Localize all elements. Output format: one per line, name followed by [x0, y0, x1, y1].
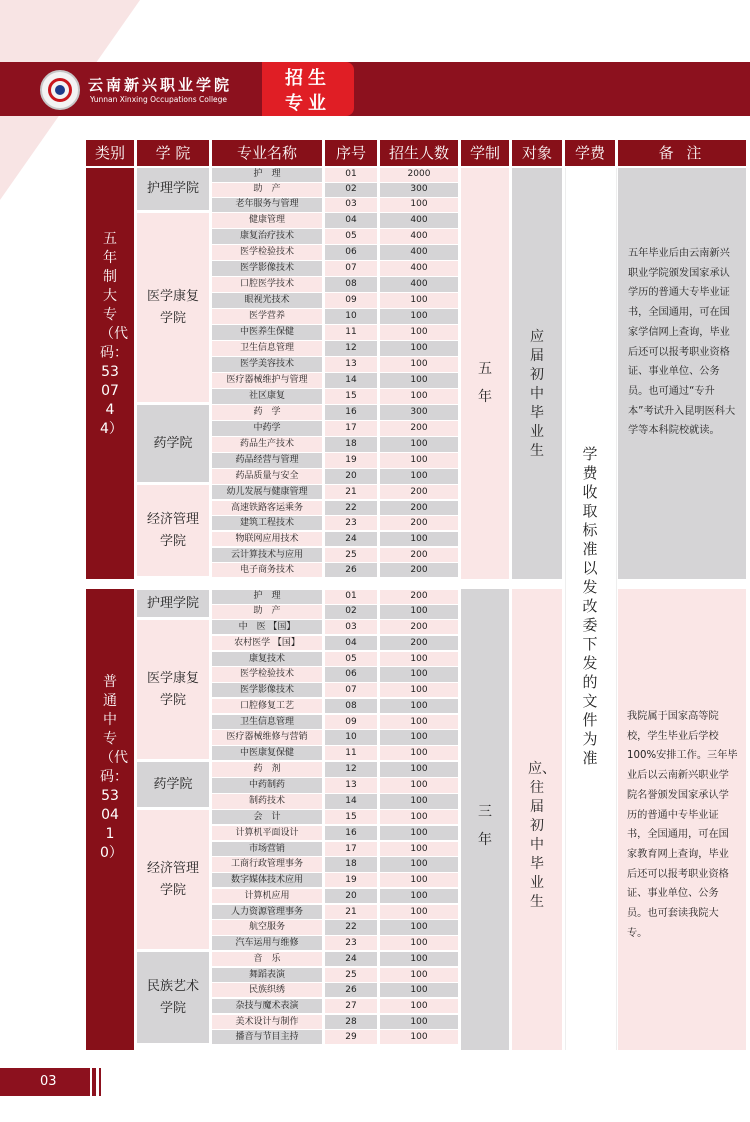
major-name: 口腔医学技术	[212, 277, 322, 292]
table-row	[0, 590, 460, 605]
major-seq: 21	[325, 905, 377, 919]
header-major: 专业名称	[212, 140, 322, 166]
table-row	[0, 699, 460, 714]
table-row	[0, 889, 460, 904]
major-seq: 17	[325, 421, 377, 436]
major-seq: 22	[325, 920, 377, 934]
table-row	[0, 826, 460, 841]
section2-remark: 我院属于国家高等院校，学生毕业后学校100%安排工作。三年毕业后以云南新兴职业学院名誉颁发国家承认学历的普通中专毕业证书，全国通用，可在国家教育网上查询，毕业后还可以报考职业资格证、事业单位、公务员。也可套读我院大专。	[627, 711, 738, 939]
major-seq: 23	[325, 516, 377, 530]
major-name: 眼视光技术	[212, 293, 322, 308]
major-seq: 01	[325, 590, 377, 604]
major-seq: 04	[325, 213, 377, 228]
major-enroll: 100	[380, 889, 458, 903]
major-name: 会 计	[212, 810, 322, 824]
major-enroll: 100	[380, 357, 458, 372]
major-enroll: 100	[380, 730, 458, 744]
college-name: 医学康复 学院	[146, 288, 199, 326]
major-name: 计算机平面设计	[212, 826, 322, 840]
major-enroll: 400	[380, 277, 458, 292]
major-name: 医学检验技术	[212, 245, 322, 260]
major-name: 健康管理	[212, 213, 322, 228]
major-seq: 08	[325, 277, 377, 292]
major-name: 制药技术	[212, 794, 322, 809]
major-seq: 07	[325, 683, 377, 697]
major-name: 医学检验技术	[212, 667, 322, 681]
table-row	[0, 999, 460, 1014]
major-name: 音 乐	[212, 952, 322, 966]
major-enroll: 200	[380, 485, 458, 499]
major-seq: 18	[325, 437, 377, 452]
major-name: 康复技术	[212, 652, 322, 666]
footer-bar-thin	[99, 1068, 101, 1096]
major-enroll: 100	[380, 936, 458, 950]
college-name: 护理学院	[146, 181, 199, 196]
table-row	[0, 620, 460, 635]
major-seq: 20	[325, 889, 377, 903]
major-seq: 15	[325, 389, 377, 404]
table-row	[0, 437, 460, 452]
major-seq: 22	[325, 501, 377, 515]
section1-category-label: 五年制大专（代码：530744）	[100, 231, 128, 437]
major-name: 农村医学 【国】	[212, 636, 322, 650]
major-name: 药品经营与管理	[212, 453, 322, 468]
major-seq: 04	[325, 636, 377, 650]
major-seq: 14	[325, 373, 377, 388]
major-name: 中医康复保健	[212, 746, 322, 760]
major-name: 医学美容技术	[212, 357, 322, 372]
major-name: 幼儿发展与健康管理	[212, 485, 322, 499]
major-seq: 14	[325, 794, 377, 809]
major-name: 口腔修复工艺	[212, 699, 322, 713]
table-row	[0, 469, 460, 484]
table-row	[0, 341, 460, 356]
table-row	[0, 746, 460, 761]
major-seq: 05	[325, 652, 377, 666]
table-row	[0, 548, 460, 563]
major-name: 舞蹈表演	[212, 968, 322, 982]
table-row	[0, 952, 460, 967]
major-name: 社区康复	[212, 389, 322, 404]
major-name: 高速铁路客运乘务	[212, 501, 322, 515]
major-name: 卫生信息管理	[212, 715, 322, 729]
major-enroll: 100	[380, 532, 458, 546]
section2-target: 应、往届初中毕业生	[528, 761, 556, 910]
major-seq: 03	[325, 198, 377, 212]
table-row	[0, 485, 460, 500]
major-seq: 12	[325, 762, 377, 777]
major-enroll: 100	[380, 309, 458, 324]
table-row	[0, 198, 460, 213]
college-name-cn: 云南新兴职业学院	[88, 76, 233, 94]
major-seq: 09	[325, 293, 377, 308]
major-name: 电子商务技术	[212, 563, 322, 577]
major-name: 工商行政管理事务	[212, 857, 322, 871]
table-row	[0, 873, 460, 888]
major-enroll: 200	[380, 548, 458, 562]
major-seq: 26	[325, 563, 377, 577]
header-remark: 备 注	[618, 140, 746, 166]
header-fee: 学费	[565, 140, 615, 166]
table-row	[0, 405, 460, 420]
section2-duration: 三年	[478, 804, 492, 848]
table-row	[0, 309, 460, 324]
table-row	[0, 968, 460, 983]
major-seq: 15	[325, 810, 377, 824]
major-seq: 16	[325, 826, 377, 840]
major-name: 美术设计与制作	[212, 1015, 322, 1029]
major-name: 中医养生保健	[212, 325, 322, 340]
section-tab-line2: 专业	[285, 93, 331, 114]
table-row	[0, 1015, 460, 1030]
table-row	[0, 983, 460, 998]
major-enroll: 200	[380, 620, 458, 634]
major-enroll: 200	[380, 563, 458, 577]
table-row	[0, 389, 460, 404]
major-seq: 16	[325, 405, 377, 420]
major-enroll: 300	[380, 183, 458, 197]
major-enroll: 100	[380, 667, 458, 681]
major-name: 航空服务	[212, 920, 322, 934]
major-name: 播音与节目主持	[212, 1030, 322, 1044]
major-enroll: 100	[380, 715, 458, 729]
header-enroll: 招生人数	[380, 140, 458, 166]
college-name: 医学康复 学院	[146, 670, 199, 708]
major-seq: 03	[325, 620, 377, 634]
major-seq: 19	[325, 873, 377, 887]
major-name: 市场营销	[212, 842, 322, 856]
major-seq: 27	[325, 999, 377, 1013]
major-seq: 24	[325, 532, 377, 546]
major-name: 医学影像技术	[212, 261, 322, 276]
major-enroll: 100	[380, 652, 458, 666]
header-seq: 序号	[325, 140, 377, 166]
major-seq: 06	[325, 245, 377, 260]
major-enroll: 100	[380, 389, 458, 404]
major-name: 医学营养	[212, 309, 322, 324]
major-seq: 02	[325, 183, 377, 197]
major-seq: 12	[325, 341, 377, 356]
table-row	[0, 730, 460, 745]
section2-category-label: 普通中专（代码：530410）	[100, 674, 128, 861]
page-number: 03	[0, 1068, 90, 1096]
major-enroll: 100	[380, 999, 458, 1013]
major-name: 医疗器械维修与营销	[212, 730, 322, 744]
table-row	[0, 715, 460, 730]
section-tab-line1: 招生	[285, 68, 331, 89]
major-seq: 02	[325, 605, 377, 619]
major-name: 杂技与魔术表演	[212, 999, 322, 1013]
college-name: 民族艺术 学院	[146, 978, 199, 1016]
table-row	[0, 936, 460, 951]
table-row	[0, 373, 460, 388]
major-seq: 08	[325, 699, 377, 713]
major-enroll: 200	[380, 636, 458, 650]
major-enroll: 100	[380, 437, 458, 452]
major-name: 康复治疗技术	[212, 229, 322, 244]
major-name: 中药学	[212, 421, 322, 436]
major-seq: 05	[325, 229, 377, 244]
major-seq: 19	[325, 453, 377, 468]
major-enroll: 100	[380, 826, 458, 840]
major-name: 药 学	[212, 405, 322, 420]
major-seq: 24	[325, 952, 377, 966]
major-enroll: 100	[380, 920, 458, 934]
table-row	[0, 453, 460, 468]
major-seq: 17	[325, 842, 377, 856]
major-enroll: 100	[380, 469, 458, 484]
table-row	[0, 605, 460, 620]
major-seq: 23	[325, 936, 377, 950]
major-seq: 11	[325, 746, 377, 760]
major-enroll: 100	[380, 198, 458, 212]
table-row	[0, 563, 460, 578]
major-seq: 21	[325, 485, 377, 499]
major-name: 卫生信息管理	[212, 341, 322, 356]
table-row	[0, 810, 460, 825]
college-name: 护理学院	[146, 595, 199, 611]
major-name: 老年服务与管理	[212, 198, 322, 212]
major-seq: 25	[325, 968, 377, 982]
major-name: 民族织绣	[212, 983, 322, 997]
major-enroll: 100	[380, 762, 458, 777]
major-enroll: 100	[380, 952, 458, 966]
major-enroll: 400	[380, 261, 458, 276]
major-enroll: 100	[380, 873, 458, 887]
table-row	[0, 667, 460, 682]
major-seq: 06	[325, 667, 377, 681]
major-enroll: 100	[380, 746, 458, 760]
major-enroll: 100	[380, 968, 458, 982]
major-enroll: 300	[380, 405, 458, 420]
major-name: 助 产	[212, 183, 322, 197]
major-name: 云计算技术与应用	[212, 548, 322, 562]
major-enroll: 100	[380, 857, 458, 871]
major-enroll: 400	[380, 229, 458, 244]
table-row	[0, 683, 460, 698]
table-row	[0, 168, 460, 183]
major-seq: 25	[325, 548, 377, 562]
major-enroll: 100	[380, 842, 458, 856]
major-name: 药品生产技术	[212, 437, 322, 452]
major-name: 助 产	[212, 605, 322, 619]
major-name: 数字媒体技术应用	[212, 873, 322, 887]
major-enroll: 100	[380, 683, 458, 697]
major-enroll: 100	[380, 778, 458, 793]
header-college: 学 院	[137, 140, 209, 166]
major-name: 物联网应用技术	[212, 532, 322, 546]
college-name: 经济管理 学院	[146, 511, 199, 549]
major-enroll: 200	[380, 421, 458, 436]
major-name: 药 剂	[212, 762, 322, 777]
college-name: 经济管理 学院	[146, 860, 199, 898]
table-row	[0, 652, 460, 667]
major-enroll: 100	[380, 983, 458, 997]
table-row	[0, 213, 460, 228]
section1-target: 应届初中毕业生	[530, 329, 544, 459]
college-logo	[40, 70, 80, 110]
major-enroll: 100	[380, 810, 458, 824]
table-row	[0, 905, 460, 920]
college-name-en: Yunnan Xinxing Occupations College	[90, 95, 228, 104]
major-name: 中药制药	[212, 778, 322, 793]
major-enroll: 100	[380, 1030, 458, 1044]
major-name: 建筑工程技术	[212, 516, 322, 530]
header-duration: 学制	[461, 140, 509, 166]
table-row	[0, 245, 460, 260]
table-row	[0, 277, 460, 292]
major-seq: 01	[325, 168, 377, 182]
major-name: 中 医 【国】	[212, 620, 322, 634]
college-name: 药学院	[153, 435, 193, 451]
major-name: 计算机应用	[212, 889, 322, 903]
major-seq: 20	[325, 469, 377, 484]
section1-duration: 五年	[478, 361, 492, 405]
major-enroll: 400	[380, 213, 458, 228]
major-enroll: 100	[380, 453, 458, 468]
major-name: 护 理	[212, 168, 322, 182]
major-name: 医学影像技术	[212, 683, 322, 697]
table-row	[0, 516, 460, 531]
tuition-note: 学费收取标准以发改委下发的文件为准	[582, 445, 598, 767]
table-row	[0, 229, 460, 244]
table-row	[0, 857, 460, 872]
table-row	[0, 357, 460, 372]
major-seq: 13	[325, 357, 377, 372]
major-seq: 10	[325, 309, 377, 324]
major-enroll: 200	[380, 501, 458, 515]
header-target: 对象	[512, 140, 562, 166]
major-seq: 26	[325, 983, 377, 997]
major-seq: 29	[325, 1030, 377, 1044]
major-seq: 11	[325, 325, 377, 340]
major-name: 护 理	[212, 590, 322, 604]
major-seq: 07	[325, 261, 377, 276]
major-enroll: 100	[380, 293, 458, 308]
table-row	[0, 794, 460, 809]
major-seq: 10	[325, 730, 377, 744]
major-enroll: 100	[380, 605, 458, 619]
table-row	[0, 636, 460, 651]
table-row	[0, 532, 460, 547]
major-enroll: 100	[380, 325, 458, 340]
major-enroll: 200	[380, 590, 458, 604]
major-enroll: 100	[380, 905, 458, 919]
college-name: 药学院	[153, 776, 193, 792]
section1-remark: 五年毕业后由云南新兴职业学院颁发国家承认学历的普通大专毕业证书，全国通用，可在国家学信网上查询，毕业后还可以报考职业资格证、事业单位、公务员。也可通过“专升本”考试升入昆明医科大学等本科院校就读。	[628, 248, 736, 437]
table-row	[0, 261, 460, 276]
major-name: 医疗器械维护与管理	[212, 373, 322, 388]
table-row	[0, 421, 460, 436]
major-seq: 09	[325, 715, 377, 729]
major-seq: 18	[325, 857, 377, 871]
table-row	[0, 325, 460, 340]
table-row	[0, 842, 460, 857]
table-row	[0, 183, 460, 198]
major-enroll: 100	[380, 373, 458, 388]
major-seq: 28	[325, 1015, 377, 1029]
major-name: 药品质量与安全	[212, 469, 322, 484]
major-enroll: 100	[380, 1015, 458, 1029]
major-enroll: 2000	[380, 168, 458, 182]
table-row	[0, 762, 460, 777]
table-row	[0, 501, 460, 516]
table-row	[0, 778, 460, 793]
major-seq: 13	[325, 778, 377, 793]
footer-bar	[92, 1068, 96, 1096]
major-enroll: 100	[380, 341, 458, 356]
major-enroll: 100	[380, 699, 458, 713]
major-name: 汽车运用与维修	[212, 936, 322, 950]
table-row	[0, 1030, 460, 1045]
major-name: 人力资源管理事务	[212, 905, 322, 919]
major-enroll: 100	[380, 794, 458, 809]
table-row	[0, 293, 460, 308]
major-enroll: 200	[380, 516, 458, 530]
header-category: 类别	[86, 140, 134, 166]
table-row	[0, 920, 460, 935]
major-enroll: 400	[380, 245, 458, 260]
